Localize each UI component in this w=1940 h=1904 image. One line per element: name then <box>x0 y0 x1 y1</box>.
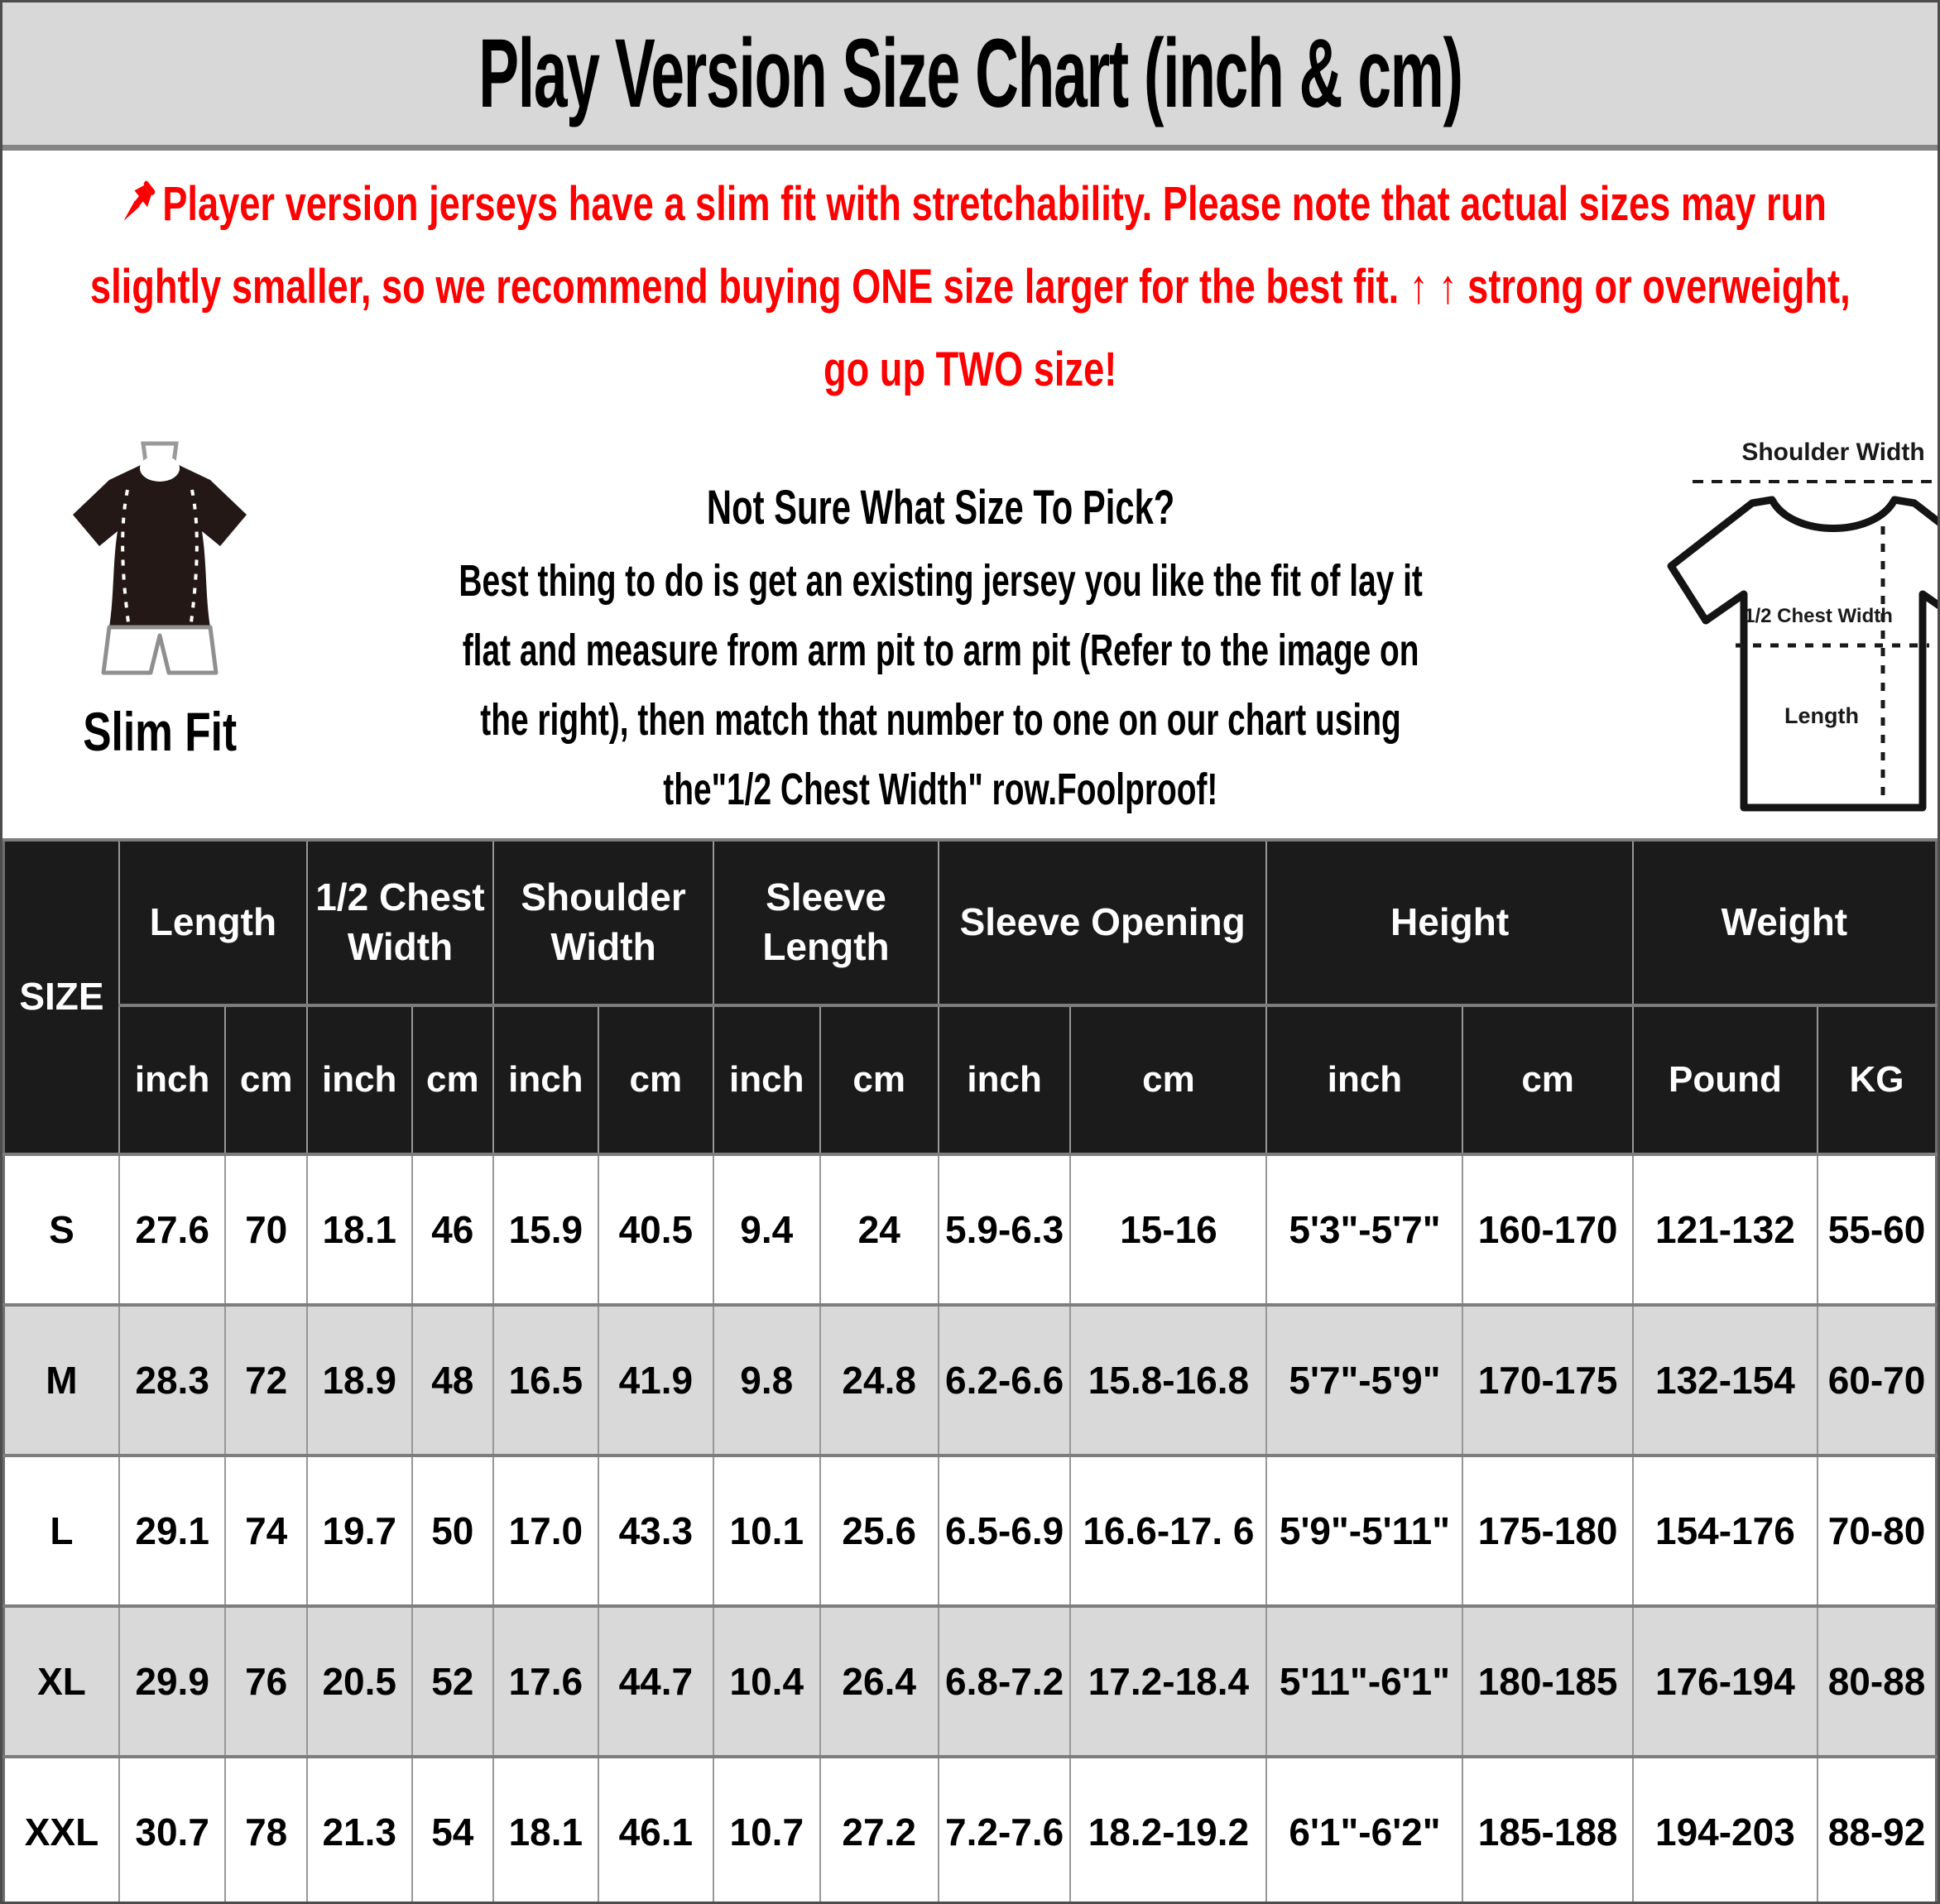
size-column-header: SIZE <box>4 840 119 1154</box>
table-cell: 15-16 <box>1070 1154 1266 1305</box>
table-row-s <box>4 1154 1937 1305</box>
table-cell: 50 <box>412 1456 494 1606</box>
note-text-line-3: go up TWO size! <box>823 342 1117 396</box>
middle-section <box>2 424 1938 838</box>
size-row-label: XL <box>4 1606 119 1757</box>
note-line <box>2 328 1938 410</box>
table-cell: 55-60 <box>1818 1154 1936 1305</box>
table-cell: 18.9 <box>307 1305 412 1456</box>
table-row-m <box>4 1305 1937 1456</box>
page-title: Play Version Size Chart (inch & cm) <box>478 19 1462 128</box>
unit-header: cm <box>1462 1005 1632 1154</box>
col-header-sleeve-opening: Sleeve Opening <box>939 840 1267 1005</box>
slim-fit-caption: Slim Fit <box>83 701 237 762</box>
table-cell: 29.9 <box>119 1606 225 1757</box>
table-cell: 15.8-16.8 <box>1070 1305 1266 1456</box>
table-cell: 54 <box>412 1757 494 1904</box>
unit-header: KG <box>1818 1005 1936 1154</box>
note-text-line-2: slightly smaller, so we recommend buying ONE size larger for the best fit. ↑ ↑ strong or overweight, <box>89 259 1851 314</box>
table-cell: 18.1 <box>307 1154 412 1305</box>
table-cell: 185-188 <box>1462 1757 1632 1904</box>
table-cell: 16.5 <box>493 1305 598 1456</box>
table-cell: 17.2-18.4 <box>1070 1606 1266 1757</box>
table-cell: 60-70 <box>1818 1305 1936 1456</box>
table-cell: 10.7 <box>713 1757 819 1904</box>
unit-header: cm <box>598 1005 713 1154</box>
col-header-length: Length <box>119 840 307 1005</box>
table-cell: 21.3 <box>307 1757 412 1904</box>
fit-note <box>2 151 1938 424</box>
slim-fit-column <box>2 424 271 838</box>
table-cell: 74 <box>225 1456 307 1606</box>
table-cell: 5'9"-5'11" <box>1266 1456 1462 1606</box>
guide-line: the right), then match that number to one on our chart using <box>480 695 1401 745</box>
table-cell: 15.9 <box>493 1154 598 1305</box>
table-cell: 29.1 <box>119 1456 225 1606</box>
table-cell: 24.8 <box>820 1305 939 1456</box>
unit-header: inch <box>307 1005 412 1154</box>
table-cell: 175-180 <box>1462 1456 1632 1606</box>
unit-header: inch <box>713 1005 819 1154</box>
table-cell: 170-175 <box>1462 1305 1632 1456</box>
diagram-chest-label: 1/2 Chest Width <box>1744 605 1894 627</box>
table-cell: 6.5-6.9 <box>939 1456 1071 1606</box>
table-cell: 25.6 <box>820 1456 939 1606</box>
table-cell: 6'1"-6'2" <box>1266 1757 1462 1904</box>
note-text-line-1: Player version jerseys have a slim fit with stretchability. Please note that actual sizes may run <box>162 176 1827 231</box>
col-header-half-chest-width: 1/2 Chest Width <box>307 840 493 1005</box>
table-cell: 78 <box>225 1757 307 1904</box>
table-cell: 70-80 <box>1818 1456 1936 1606</box>
guide-line: the"1/2 Chest Width" row.Foolproof! <box>663 765 1218 814</box>
col-header-weight: Weight <box>1633 840 1937 1005</box>
table-cell: 72 <box>225 1305 307 1456</box>
table-row-xxl <box>4 1757 1937 1904</box>
diagram-length-label: Length <box>1784 703 1860 728</box>
table-cell: 40.5 <box>598 1154 713 1305</box>
unit-header: cm <box>412 1005 494 1154</box>
unit-header: cm <box>225 1005 307 1154</box>
unit-header: Pound <box>1633 1005 1818 1154</box>
measurement-diagram <box>1610 424 1940 838</box>
size-row-label: M <box>4 1305 119 1456</box>
table-cell: 17.0 <box>493 1456 598 1606</box>
diagram-shoulder-label: Shoulder Width <box>1741 439 1925 466</box>
pushpin-icon <box>113 173 161 234</box>
table-cell: 6.2-6.6 <box>939 1305 1071 1456</box>
table-cell: 5'11"-6'1" <box>1266 1606 1462 1757</box>
table-cell: 5'7"-5'9" <box>1266 1305 1462 1456</box>
slim-fit-figure-icon <box>48 439 271 679</box>
size-guide-text <box>271 424 1610 838</box>
table-cell: 48 <box>412 1305 494 1456</box>
table-row-xl <box>4 1606 1937 1757</box>
unit-header: cm <box>1070 1005 1266 1154</box>
table-cell: 17.6 <box>493 1606 598 1757</box>
table-row-l <box>4 1456 1937 1606</box>
table-cell: 10.4 <box>713 1606 819 1757</box>
table-cell: 43.3 <box>598 1456 713 1606</box>
table-cell: 70 <box>225 1154 307 1305</box>
table-cell: 80-88 <box>1818 1606 1936 1757</box>
table-cell: 20.5 <box>307 1606 412 1757</box>
guide-line: Best thing to do is get an existing jersey you like the fit of lay it <box>459 556 1423 606</box>
table-cell: 41.9 <box>598 1305 713 1456</box>
guide-line: flat and measure from arm pit to arm pit (Refer to the image on <box>462 626 1419 675</box>
table-cell: 5'3"-5'7" <box>1266 1154 1462 1305</box>
table-group-header-row <box>4 840 1937 1005</box>
table-cell: 16.6-17. 6 <box>1070 1456 1266 1606</box>
table-cell: 88-92 <box>1818 1757 1936 1904</box>
table-cell: 27.2 <box>820 1757 939 1904</box>
table-cell: 160-170 <box>1462 1154 1632 1305</box>
table-cell: 6.8-7.2 <box>939 1606 1071 1757</box>
table-cell: 28.3 <box>119 1305 225 1456</box>
table-cell: 44.7 <box>598 1606 713 1757</box>
table-cell: 18.2-19.2 <box>1070 1757 1266 1904</box>
size-row-label: XXL <box>4 1757 119 1904</box>
table-cell: 154-176 <box>1633 1456 1818 1606</box>
table-cell: 194-203 <box>1633 1757 1818 1904</box>
size-table <box>2 838 1938 1904</box>
table-cell: 9.8 <box>713 1305 819 1456</box>
table-cell: 9.4 <box>713 1154 819 1305</box>
table-unit-header-row <box>4 1005 1937 1154</box>
table-cell: 30.7 <box>119 1757 225 1904</box>
table-cell: 76 <box>225 1606 307 1757</box>
unit-header: cm <box>820 1005 939 1154</box>
unit-header: inch <box>119 1005 225 1154</box>
table-cell: 26.4 <box>820 1606 939 1757</box>
size-row-label: L <box>4 1456 119 1606</box>
table-cell: 18.1 <box>493 1757 598 1904</box>
table-cell: 27.6 <box>119 1154 225 1305</box>
table-cell: 7.2-7.6 <box>939 1757 1071 1904</box>
unit-header: inch <box>493 1005 598 1154</box>
table-cell: 180-185 <box>1462 1606 1632 1757</box>
table-cell: 19.7 <box>307 1456 412 1606</box>
note-line <box>2 245 1938 328</box>
table-cell: 46.1 <box>598 1757 713 1904</box>
table-cell: 46 <box>412 1154 494 1305</box>
table-cell: 52 <box>412 1606 494 1757</box>
unit-header: inch <box>939 1005 1071 1154</box>
size-row-label: S <box>4 1154 119 1305</box>
col-header-sleeve-length: Sleeve Length <box>713 840 939 1005</box>
table-cell: 121-132 <box>1633 1154 1818 1305</box>
guide-heading: Not Sure What Size To Pick? <box>706 480 1175 535</box>
table-cell: 10.1 <box>713 1456 819 1606</box>
table-cell: 176-194 <box>1633 1606 1818 1757</box>
col-header-shoulder-width: Shoulder Width <box>493 840 713 1005</box>
table-cell: 5.9-6.3 <box>939 1154 1071 1305</box>
col-header-height: Height <box>1266 840 1632 1005</box>
unit-header: inch <box>1266 1005 1462 1154</box>
table-cell: 132-154 <box>1633 1305 1818 1456</box>
table-cell: 24 <box>820 1154 939 1305</box>
tshirt-diagram-icon <box>1610 429 1940 826</box>
note-line <box>2 162 1938 245</box>
title-bar <box>2 2 1938 151</box>
